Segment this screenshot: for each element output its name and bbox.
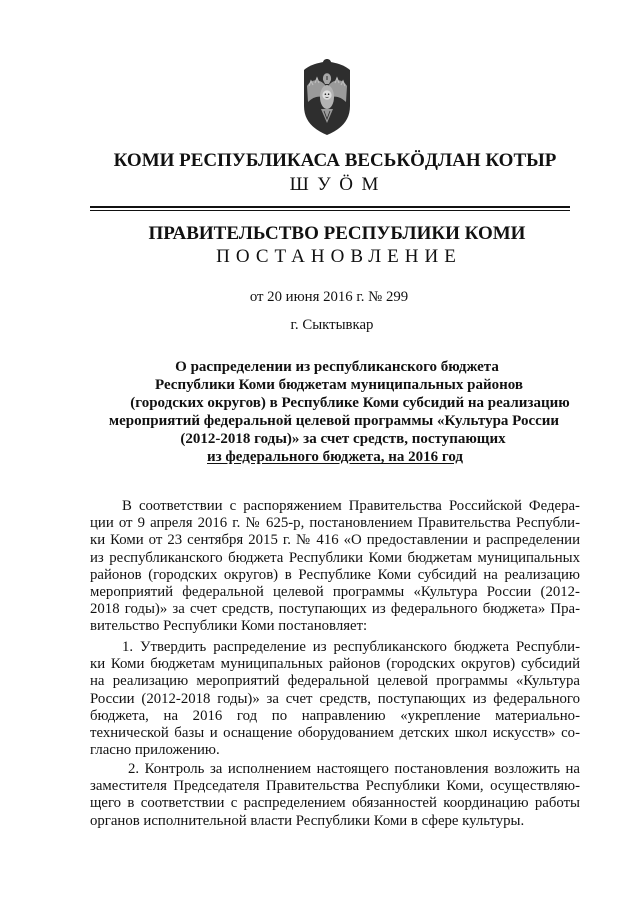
body-line: районов (городских округов) в Республике Коми субсидий на реализацию	[90, 566, 580, 583]
document-date-number: от 20 июня 2016 г. № 299	[249, 289, 409, 305]
body-line: В соответствии с распоряжением Правительства Российской Федера-	[122, 498, 580, 514]
body-line: ки Коми от 23 сентября 2015 г. № 416 «О предоставлении и распределении	[90, 532, 580, 549]
title-line: О распределении из республиканского бюджета	[175, 359, 499, 375]
paragraph-item-2	[90, 761, 580, 830]
body-line: 1. Утвердить распределение из республиканского бюджета Республи-	[122, 639, 580, 655]
body-line: на реализацию мероприятий федеральной целевой программы «Культура	[90, 673, 580, 690]
title-line: (2012-2018 годы)» за счет средств, поступающих	[180, 431, 506, 447]
body-line: вительство Республики Коми постановляет:	[90, 618, 368, 635]
body-line: органов исполнительной власти Республики Коми в сфере культуры.	[90, 812, 525, 829]
document-place: г. Сыктывкар	[290, 317, 374, 333]
body-line: щего в соответствии с распределением обязанностей координацию работы	[90, 795, 580, 812]
header-divider-thick	[90, 206, 570, 208]
body-line: из республиканского бюджета Республики Коми бюджетам муниципальных	[90, 549, 580, 566]
body-line: 2018 годы)» за счет средств, поступающих из федерального бюджета» Пра-	[90, 601, 580, 618]
body-line: гласно приложению.	[90, 742, 220, 759]
komi-authority-title: КОМИ РЕСПУБЛИКАСА ВЕСЬКӦДЛАН КОТЫР	[113, 150, 557, 171]
body-line: мероприятий федеральной целевой программы «Культура России (2012-	[90, 584, 580, 601]
title-line-underlined: из федерального бюджета, на 2016 год	[207, 449, 463, 465]
body-line: бюджета, на 2016 год по направлению «укрепление материально-	[90, 707, 580, 724]
body-line: заместителя Председателя Правительства Республики Коми, осуществляю-	[90, 778, 580, 795]
title-block	[93, 358, 583, 466]
body-line: технической базы и оснащение оборудованием детских школ искусств» со-	[90, 725, 580, 742]
header-divider-thin	[90, 210, 570, 211]
body-line: ки Коми бюджетам муниципальных районов (городских округов) субсидий	[90, 656, 580, 673]
title-line: (городских округов) в Республике Коми субсидий на реализацию	[130, 395, 570, 411]
body-line: ции от 9 апреля 2016 г. № 625-р, постановлением Правительства Республи-	[90, 515, 580, 532]
title-line: мероприятий федеральной целевой программы «Культура России	[108, 413, 560, 429]
body-line: 2. Контроль за исполнением настоящего постановления возложить на	[128, 761, 580, 777]
body-line: России (2012-2018 годы)» за счет средств, поступающих из федерального	[90, 690, 580, 707]
title-line: Республики Коми бюджетам муниципальных районов	[155, 377, 523, 393]
russian-document-type: ПОСТАНОВЛЕНИЕ	[216, 246, 462, 267]
paragraph-preamble	[90, 498, 580, 636]
komi-coat-of-arms-icon	[301, 56, 353, 136]
komi-document-type: ШУӦМ	[289, 174, 387, 195]
russian-authority-title: ПРАВИТЕЛЬСТВО РЕСПУБЛИКИ КОМИ	[148, 223, 526, 244]
paragraph-item-1	[90, 639, 580, 759]
